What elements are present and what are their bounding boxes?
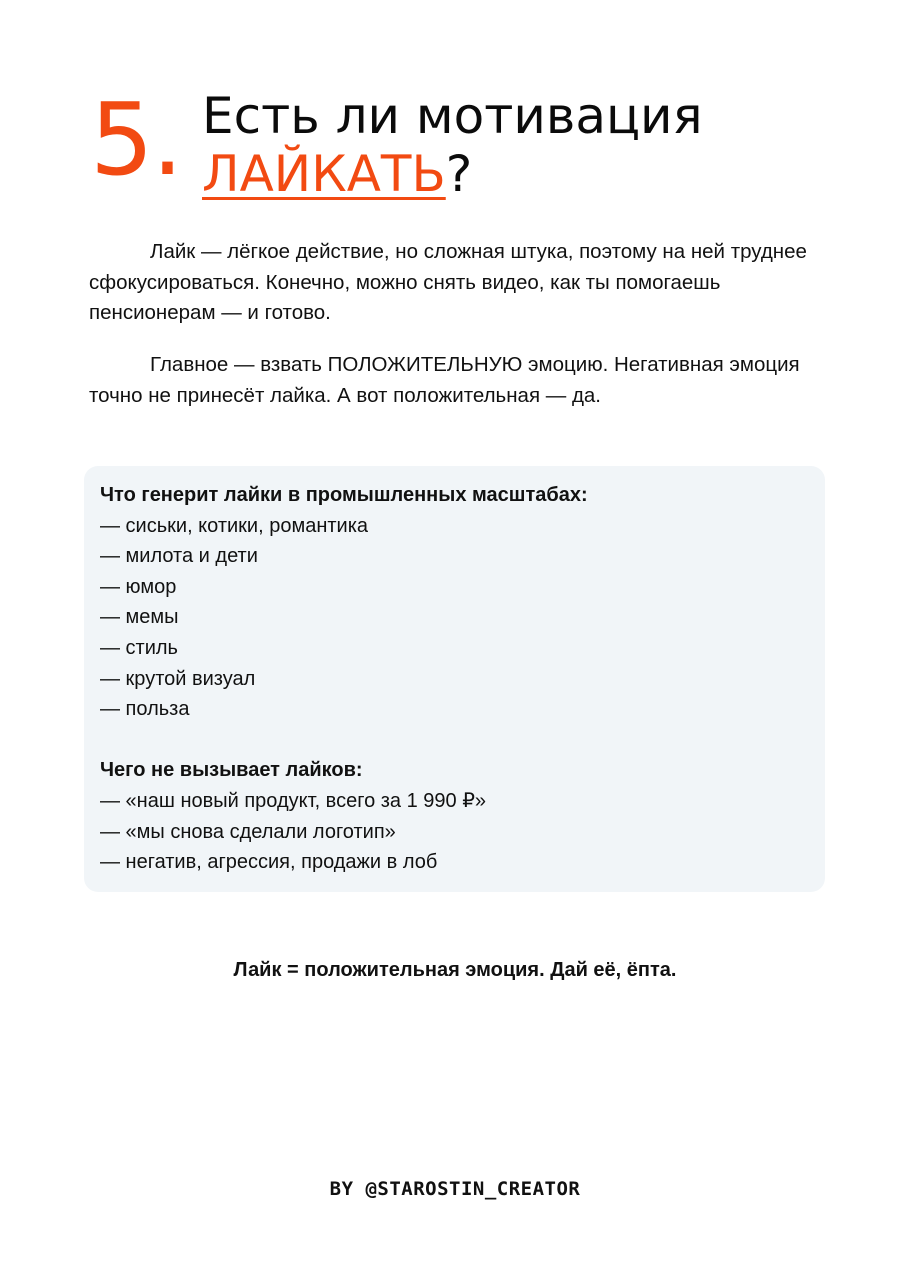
list-item: — негатив, агрессия, продажи в лоб (100, 851, 438, 874)
section-number: 5. (90, 81, 182, 198)
list-item: — крутой визуал (100, 667, 256, 690)
title-question-mark: ? (445, 145, 473, 203)
list-item: — стиль (100, 636, 178, 659)
list-item: — мемы (100, 606, 179, 629)
info-card-content (100, 480, 800, 878)
title-accent-word: ЛАЙКАТЬ (202, 145, 446, 203)
no-likes-heading: Чего не вызывает лайков: (100, 759, 363, 782)
author-credit: BY @STAROSTIN_CREATOR (329, 1178, 581, 1200)
list-item: — «наш новый продукт, всего за 1 990 ₽» (100, 789, 487, 812)
section-spacer (100, 725, 800, 756)
list-item: — польза (100, 698, 190, 721)
list-item: — «мы снова сделали логотип» (100, 820, 396, 843)
list-item: — юмор (100, 575, 177, 598)
list-item: — милота и дети (100, 545, 258, 568)
header (90, 81, 850, 208)
conclusion-text: Лайк = положительная эмоция. Дай её, ёпта. (233, 959, 677, 981)
page-title-line1: Есть ли мотивация (202, 87, 703, 145)
likes-generators-heading: Что генерит лайки в промышленных масштабах: (100, 484, 588, 506)
list-item: — сиськи, котики, романтика (100, 514, 369, 537)
main-point-paragraph: Главное — взвать ПОЛОЖИТЕЛЬНУЮ эмоцию. Негативная эмоция точно не принесёт лайка. А вот положительная — да. (89, 353, 800, 407)
info-card (84, 466, 825, 892)
page-title-line2 (202, 146, 472, 202)
intro-paragraph: Лайк — лёгкое действие, но сложная штука, поэтому на ней труднее сфокусироваться. Конечно, можно снять видео, как ты помогаешь пенсионерам — и готово. (89, 240, 807, 324)
